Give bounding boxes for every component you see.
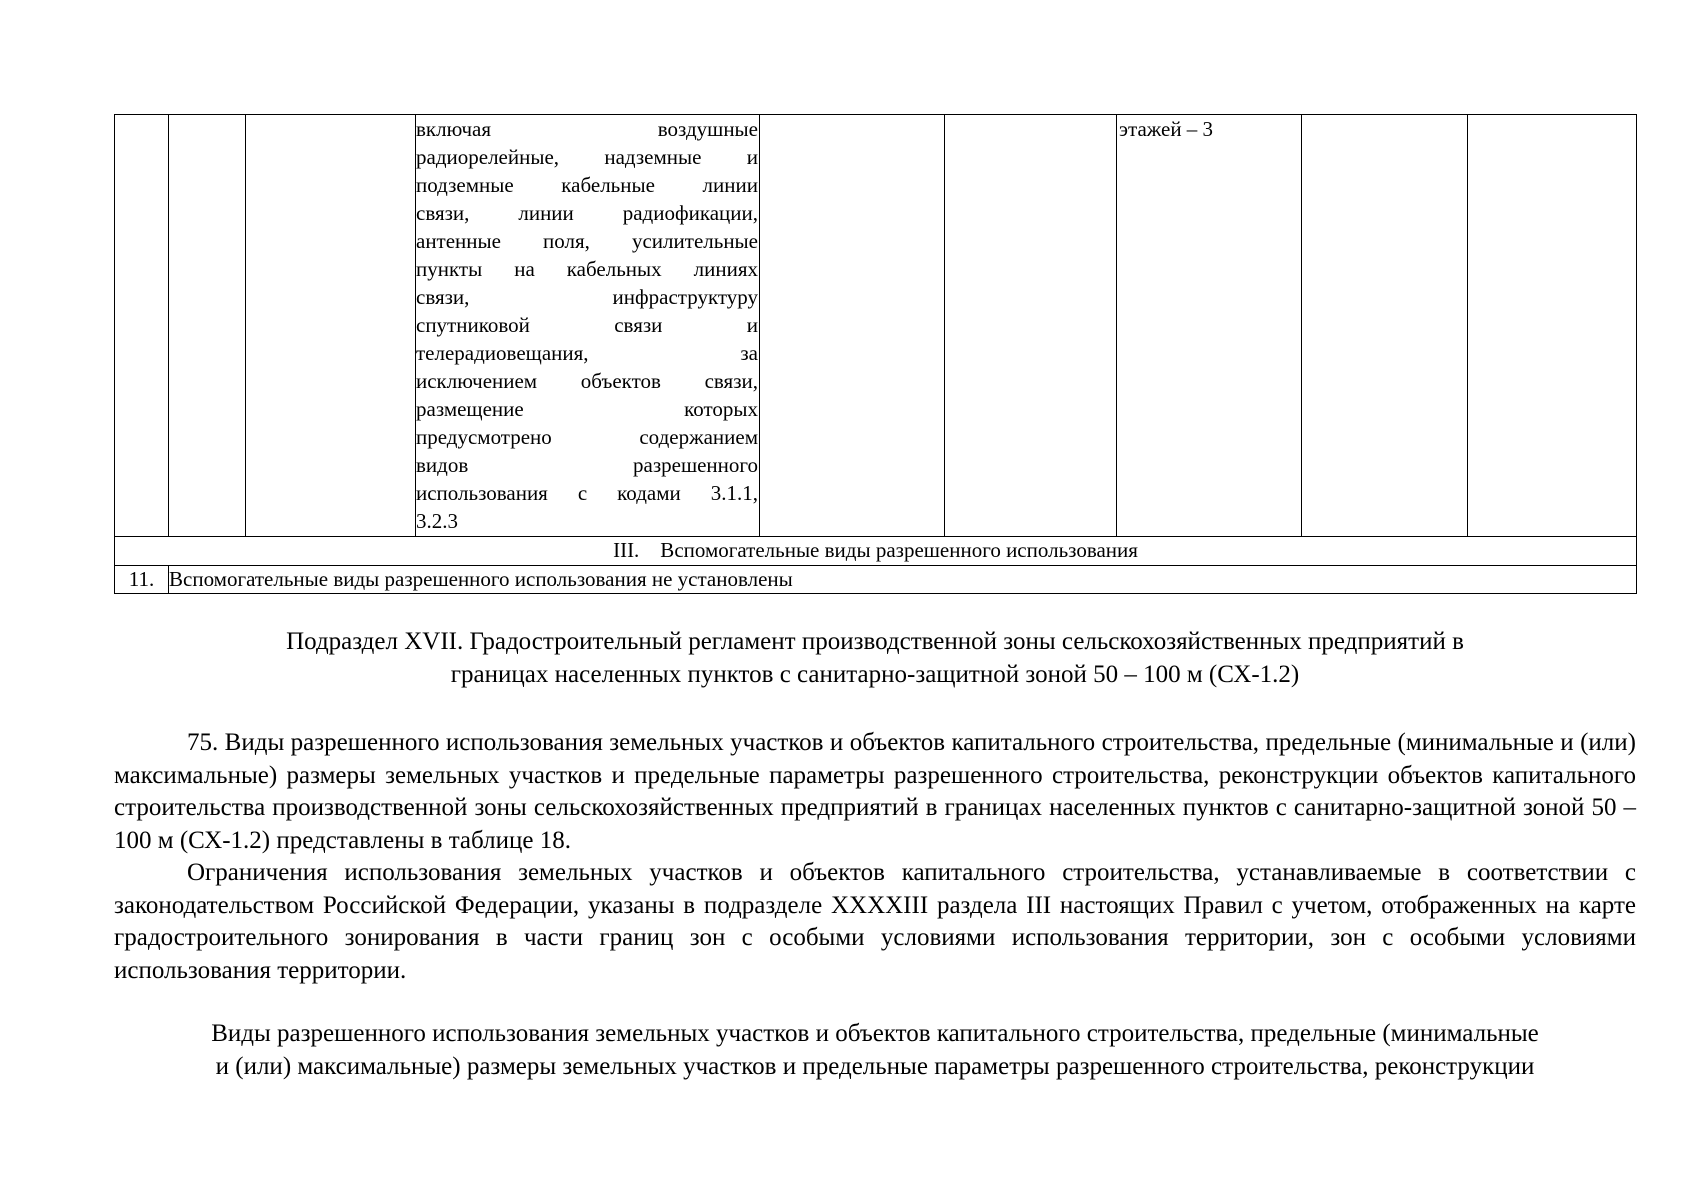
- table-cell-empty: [1468, 115, 1637, 537]
- table-caption: [114, 1017, 1636, 1083]
- table-row: [115, 115, 1637, 537]
- body-text: [114, 727, 1636, 987]
- description-line: подземные кабельные линии: [416, 173, 758, 197]
- row-number: 11.: [115, 566, 169, 594]
- description-line: видов разрешенного: [416, 453, 758, 477]
- table-row: [115, 566, 1637, 594]
- subsection-heading-line: Подраздел XVII. Градостроительный регламент производственной зоны сельскохозяйственных предприятий в: [286, 628, 1464, 655]
- description-line: использования с кодами 3.1.1,: [416, 481, 758, 505]
- table-caption-line: Виды разрешенного использования земельных участков и объектов капитального строительства, предельные (минимальные: [211, 1020, 1539, 1047]
- table-caption-line: и (или) максимальные) размеры земельных участков и предельные параметры разрешенного строительства, реконструкции: [215, 1053, 1535, 1080]
- paragraph: Ограничения использования земельных участков и объектов капитального строительства, устанавливаемые в соответствии с законодательством Российской Федерации, указаны в подразделе XXXXIII раздела III настоящих Правил с учетом, отображенных на карте градостроительного зонирования в части границ зон с особыми условиями использования территории, зон с особыми условиями использования территории.: [114, 859, 1636, 984]
- subsection-heading-line: границах населенных пунктов с санитарно-защитной зоной 50 – 100 м (СХ-1.2): [450, 661, 1300, 688]
- description-line: связи, линии радиофикации,: [416, 201, 758, 225]
- description-line: связи, инфраструктуру: [416, 285, 758, 309]
- subsection-heading: [114, 625, 1636, 691]
- row-text: Вспомогательные виды разрешенного использования не установлены: [169, 566, 1637, 594]
- description-line: исключением объектов связи,: [416, 369, 758, 393]
- table-cell-name: [246, 115, 416, 537]
- table-cell-code: [169, 115, 246, 537]
- description-line: радиорелейные, надземные и: [416, 145, 758, 169]
- land-use-table: [114, 114, 1637, 594]
- table-cell-floors: этажей – 3: [1117, 115, 1302, 537]
- description-line: 3.2.3: [416, 509, 458, 533]
- table-cell-empty: [1302, 115, 1468, 537]
- description-line: антенные поля, усилительные: [416, 229, 758, 253]
- description-line: пункты на кабельных линиях: [416, 257, 758, 281]
- description-line: спутниковой связи и: [416, 313, 758, 337]
- paragraph: 75. Виды разрешенного использования земельных участков и объектов капитального строительства, предельные (минимальные и (или) максимальные) размеры земельных участков и предельные параметры разрешенного строительства, реконструкции объектов капитального строительства производственной зоны сельскохозяйственных предприятий в границах населенных пунктов с санитарно-защитной зоной 50 – 100 м (СХ-1.2) представлены в таблице 18.: [114, 729, 1636, 854]
- description-line: предусмотрено содержанием: [416, 425, 758, 449]
- section-title: III. Вспомогательные виды разрешенного использования: [115, 537, 1637, 566]
- table-cell-empty: [760, 115, 945, 537]
- table-section-row: [115, 537, 1637, 566]
- description-line: телерадиовещания, за: [416, 341, 758, 365]
- description-line: включая воздушные: [416, 117, 758, 141]
- table-cell-description: [416, 115, 760, 537]
- table-cell-empty: [945, 115, 1117, 537]
- description-line: размещение которых: [416, 397, 758, 421]
- table-cell-number: [115, 115, 169, 537]
